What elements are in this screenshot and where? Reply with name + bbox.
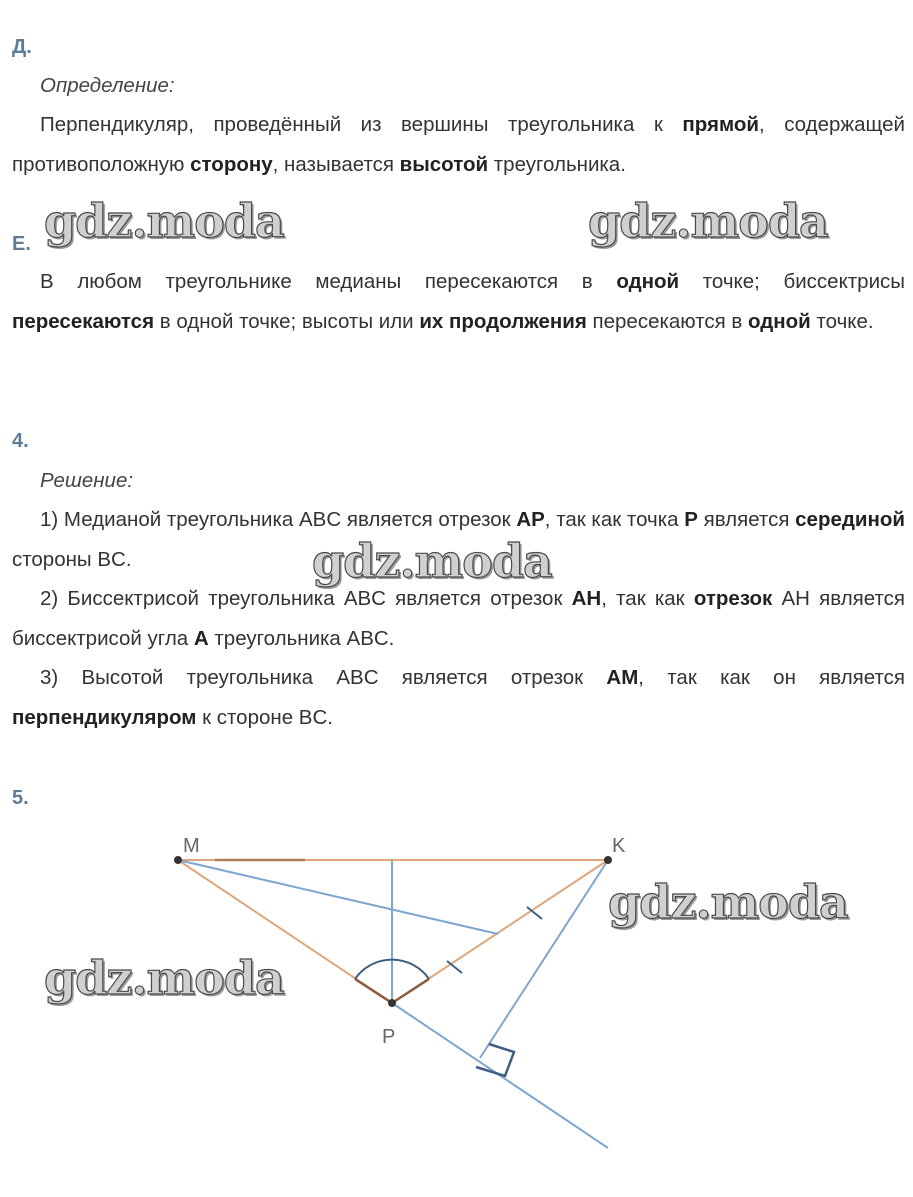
watermark-logo-2: gdz.moda — [588, 194, 828, 248]
point-label-p: P — [382, 1026, 396, 1048]
definition-text: Перпендикуляр, проведённый из вершины треугольника к прямой, содержащей противоположную сторону, называется высотой треугольника. — [12, 113, 905, 176]
watermark-logo-4: gdz.moda — [608, 875, 848, 929]
angle-side-right — [392, 979, 429, 1003]
point-label-k: K — [612, 835, 626, 857]
solution-label: Решение: — [40, 469, 134, 492]
point-p — [388, 999, 396, 1007]
section-heading-e: Е. — [12, 233, 31, 255]
watermark-logo-5: gdz.moda — [44, 951, 284, 1005]
solution-item-1: 1) Медианой треугольника ABC является отрезок AP, так как точка P является серединой стороны BC. — [12, 508, 905, 571]
point-k — [604, 856, 612, 864]
definition-label: Определение: — [40, 74, 175, 97]
median-line — [178, 860, 498, 934]
solution-item-3: 3) Высотой треугольника ABC является отрезок AM, так как он является перпендикуляром к стороне BC. — [12, 666, 905, 729]
watermark-logo-3: gdz.moda — [312, 534, 552, 588]
theorem-text: В любом треугольнике медианы пересекаются в одной точке; биссектрисы пересекаются в одной точке; высоты или их продолжения пересекаются в одной точке. — [12, 270, 905, 333]
point-m — [174, 856, 182, 864]
section-heading-d: Д. — [12, 36, 32, 58]
solution-item-2: 2) Биссектрисой треугольника ABC является отрезок AH, так как отрезок AH является биссектрисой угла A треугольника ABC. — [12, 587, 905, 650]
altitude-line — [480, 860, 608, 1058]
watermark-logo-1: gdz.moda — [44, 194, 284, 248]
point-label-m: M — [183, 835, 200, 857]
section-heading-4: 4. — [12, 430, 29, 452]
angle-side-left — [355, 979, 392, 1003]
section-heading-5: 5. — [12, 787, 29, 809]
